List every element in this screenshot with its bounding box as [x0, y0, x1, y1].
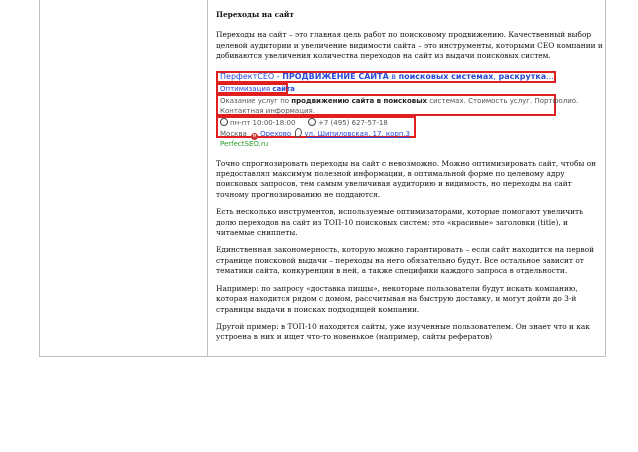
paragraph-forecast: Точно спрогнозировать переходы на сайт с невозможно. Можно оптимизировать сайт, чтобы он предоставлял максимум полезной информации, в оптимальной форме по целевому адру поисковых запросов, тем самым увеличивая аудиторию и видимость, но переходы на сайт точному прогнозированию не поддаются. — [216, 158, 597, 199]
snippet-description — [220, 96, 578, 106]
snippet-subtitle-text: Оптимизация — [220, 84, 273, 93]
column-divider — [207, 0, 208, 356]
snippet-title-keyword: ПРОДВИЖЕНИЕ САЙТА — [282, 71, 389, 81]
snippet-description-text: Оказание услуг по — [220, 96, 292, 105]
paragraph-regularity: Единственная закономерность, которую можно гарантировать – если сайт находится на первой странице поисковой выдачи – переходы на него обязательно будут. Все остальное зависит от тематики сайта, конкуренции в ней, а также специфики каждого запроса в отдельности. — [216, 245, 594, 276]
snippet-title-keyword: поисковых системах — [398, 71, 494, 81]
snippet-metro: Орехово — [260, 129, 292, 138]
clock-icon — [220, 118, 228, 126]
map-pin-icon — [295, 128, 302, 137]
content-cell — [216, 10, 604, 350]
snippet-street[interactable]: ул. Шипиловская, 17, корп.3 — [304, 129, 411, 138]
phone-icon — [308, 118, 316, 126]
snippet-url[interactable]: PerfectSEO.ru — [220, 139, 269, 148]
metro-icon: м — [252, 132, 257, 139]
paragraph-tools: Есть несколько инструментов, используемые оптимизаторами, которые помогают увеличить долю переходов на сайт из ТОП-10 поисковых систем: это «красивые» заголовки (title), и читаемые сниппеты. — [216, 207, 584, 238]
snippet-description-keyword: продвижению сайта в поисковых — [291, 96, 428, 105]
snippet-description-2: Контактная информация. — [220, 106, 315, 115]
snippet-title-ellipsis: ... — [546, 71, 554, 81]
snippet-hours-text: пн-пт 10:00-18:00 — [230, 118, 296, 127]
snippet-subtitle[interactable] — [220, 84, 295, 94]
snippet-hours — [220, 118, 295, 128]
snippet-phone — [308, 118, 388, 128]
snippet-description-text: системах. Стоимость услуг. Портфолио. — [427, 96, 579, 105]
snippet-title[interactable] — [220, 72, 554, 82]
paragraph-example-top10: Другой пример: в ТОП-10 находятся сайты, уже изученные пользователем. Он знает что и как устроена в них и ищет что-то новенькое (например, сайты рефератов) — [216, 321, 590, 342]
paragraph-example-pizza: Например: по запросу «доставка пиццы», некоторые пользователи будут искать компанию, которая находится рядом с домом, рассчитывая на быструю доставку, и могут дойти до 3-й страницы выдачи в поисках подходящей компании. — [216, 283, 578, 314]
snippet-phone-text: +7 (495) 627-57-18 — [318, 118, 388, 127]
paragraph-intro: Переходы на сайт – это главная цель работ по поисковому продвижению. Качественный выбор целевой аудитории и увеличение видимости сайта – это инструменты, которыми СЕО компании и добиваются увеличения количества переходов на сайт из выдачи поисковых систем. — [216, 30, 603, 61]
snippet-title-text: в — [388, 71, 399, 81]
snippet-title-text: , — [493, 71, 499, 81]
snippet-city: Москва — [220, 129, 247, 138]
snippet-subtitle-keyword: сайта — [272, 84, 295, 93]
snippet-title-text: ПерфектСЕО - — [220, 71, 283, 81]
document-table — [39, 0, 606, 357]
search-snippet-image — [216, 69, 579, 148]
section-title: Переходы на сайт — [216, 10, 294, 19]
snippet-title-keyword: раскрутка — [498, 71, 547, 81]
